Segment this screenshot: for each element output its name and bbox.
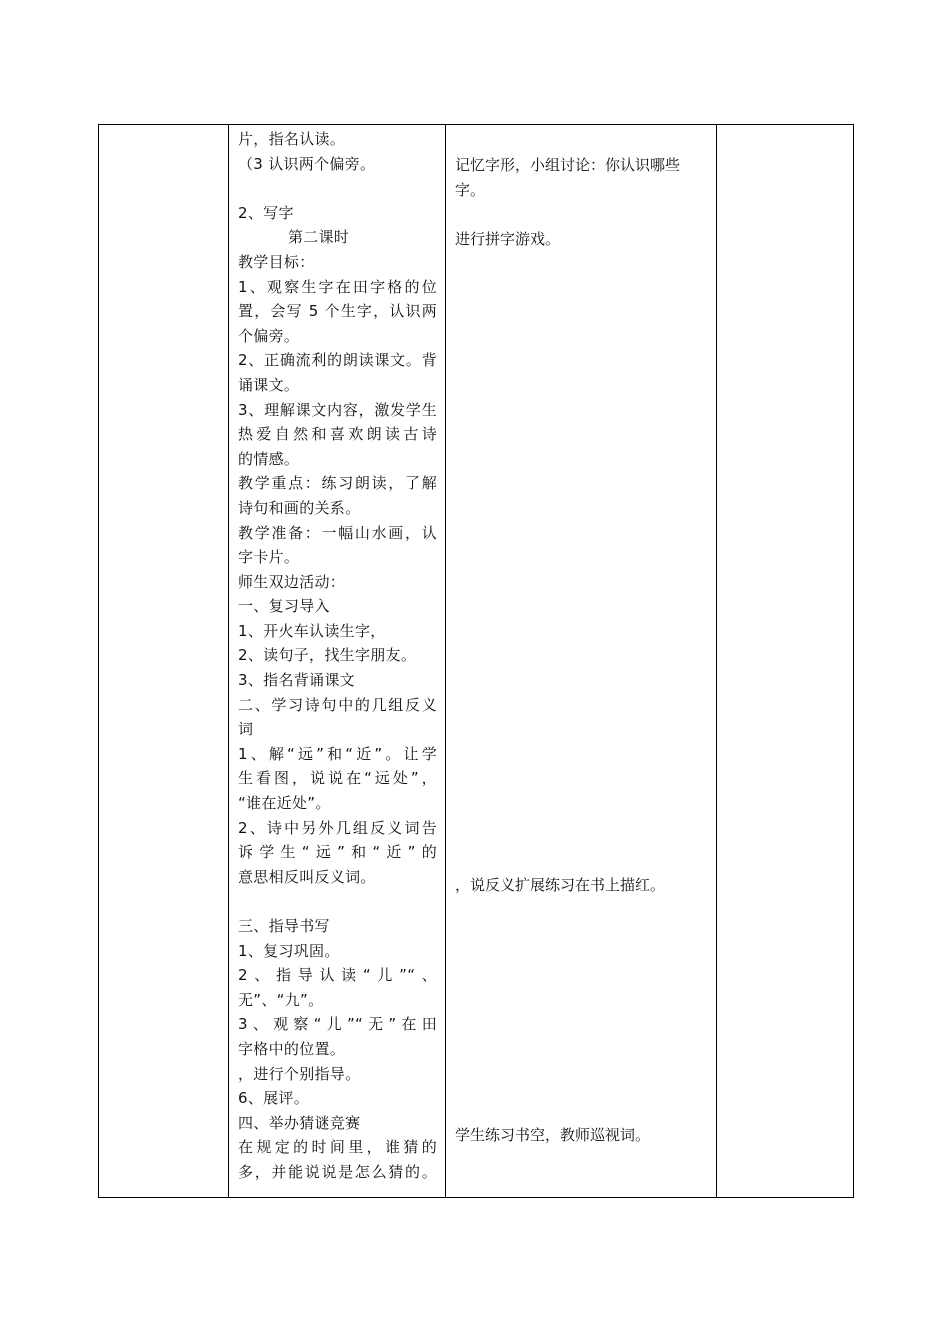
text-line: 意思相反叫反义词。 <box>238 867 376 886</box>
text-line: 教学准备：一幅山水画，认 <box>238 523 437 542</box>
text-line: 1、解“远”和“近”。让学 <box>238 744 437 763</box>
teacher-activity-text <box>229 125 445 1197</box>
table-row <box>99 125 854 1198</box>
text-line: 1、观察生字在田字格的位 <box>238 277 437 296</box>
text-line: 2、读句子，找生字朋友。 <box>238 646 417 665</box>
text-line: （3 认识两个偏旁。 <box>238 154 376 173</box>
text-line: 的情感。 <box>238 449 300 468</box>
text-line: 片，指名认读。 <box>238 130 346 148</box>
text-line <box>238 889 437 914</box>
text-line: ，进行个别指导。 <box>238 1064 361 1083</box>
student-note: ，说反义扩展练习在书上描红。 <box>455 876 666 894</box>
text-line: 2、诗中另外几组反义词告 <box>238 818 437 837</box>
text-line: 个偏旁。 <box>238 326 300 345</box>
student-note: 记忆字形，小组讨论：你认识哪些字。 <box>455 156 681 199</box>
text-line: “谁在近处”。 <box>238 794 331 813</box>
text-line: 一、复习导入 <box>238 597 330 616</box>
text-line: 多，并能说说是怎么猜的。 <box>238 1162 437 1181</box>
text-line: 热爱自然和喜欢朗读古诗 <box>238 425 437 444</box>
text-line: 2、写字 <box>238 203 294 222</box>
text-line: 3、观察“儿”“无”在田 <box>238 1015 437 1034</box>
student-note: 进行拼字游戏。 <box>455 230 561 248</box>
text-line: 3、理解课文内容，激发学生 <box>238 400 437 419</box>
text-line: 诗句和画的关系。 <box>238 498 361 517</box>
text-line: 3、指名背诵课文 <box>238 671 355 690</box>
student-note: 学生练习书空，教师巡视词。 <box>455 1126 651 1144</box>
text-line: 词 <box>238 720 254 739</box>
text-line: 1、复习巩固。 <box>238 941 340 960</box>
lesson-plan-table <box>98 124 854 1198</box>
text-line: 置，会写 5 个生字，认识两 <box>238 302 437 321</box>
text-line: 第二课时 <box>288 228 350 247</box>
text-line: 字卡片。 <box>238 548 300 567</box>
student-activity-text <box>446 125 716 1195</box>
text-line: 在规定的时间里，谁猜的 <box>238 1138 437 1157</box>
student-activity-cell <box>446 125 717 1198</box>
text-line: 2、指导认读“儿”“、 <box>238 966 437 985</box>
text-line: 6、展评。 <box>238 1089 310 1108</box>
text-line: 1、开火车认读生字， <box>238 621 386 640</box>
empty-right-cell <box>717 125 854 1198</box>
text-line: 教学目标： <box>238 252 315 271</box>
text-line: 诵课文。 <box>238 375 300 394</box>
text-line: 三、指导书写 <box>238 917 330 935</box>
text-line: 师生双边活动： <box>238 572 346 591</box>
teacher-activity-cell <box>229 125 446 1198</box>
text-line: 2、正确流利的朗读课文。背 <box>238 351 437 370</box>
text-line: 字格中的位置。 <box>238 1039 346 1058</box>
text-line: 教学重点：练习朗读，了解 <box>238 474 437 493</box>
text-line: 诉学生“远”和“近”的 <box>238 843 437 862</box>
text-line: 四、举办猜谜竞赛 <box>238 1113 361 1132</box>
text-line <box>238 176 437 201</box>
text-line: 生看图，说说在“远处”， <box>238 769 437 788</box>
text-line: 二、学习诗句中的几组反义 <box>238 695 437 714</box>
empty-left-cell <box>99 125 229 1198</box>
text-line: 无”、“九”。 <box>238 990 324 1009</box>
